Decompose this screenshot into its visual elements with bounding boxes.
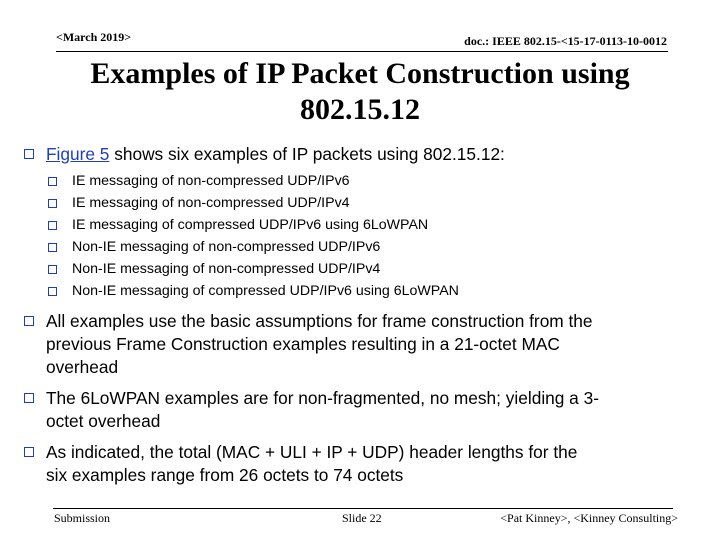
slide-title-line2: 802.15.12 — [300, 93, 420, 126]
list-item-text: Non-IE messaging of non-compressed UDP/IPv4 — [72, 261, 381, 277]
sub-bullet-list — [48, 170, 688, 302]
bullet-square-icon — [48, 221, 57, 230]
list-item — [48, 280, 688, 302]
bullet-square-icon — [24, 316, 34, 326]
bullet-square-icon — [24, 149, 34, 159]
list-item-text: IE messaging of non-compressed UDP/IPv6 — [72, 173, 350, 189]
bullet-square-icon — [48, 287, 57, 296]
bullet-line: As indicated, the total (MAC + ULI + IP + UDP) header lengths for the — [46, 442, 578, 462]
intro-rest: shows six examples of IP packets using 802.15.12: — [109, 144, 505, 164]
bullet-square-icon — [48, 177, 57, 186]
bullet-line: overhead — [46, 357, 119, 377]
bullet-square-icon — [48, 243, 57, 252]
header-date: <March 2019> — [56, 30, 132, 44]
list-item-text: Non-IE messaging of non-compressed UDP/IPv6 — [72, 239, 381, 255]
list-item — [48, 214, 688, 236]
bullet-square-icon — [24, 393, 34, 403]
list-item-text: IE messaging of compressed UDP/IPv6 using 6LoWPAN — [72, 217, 429, 233]
list-item-text: Non-IE messaging of compressed UDP/IPv6 using 6LoWPAN — [72, 283, 459, 299]
figure-5-link[interactable]: Figure 5 — [46, 144, 110, 164]
intro-text — [46, 143, 505, 166]
bullet-square-icon — [24, 447, 34, 457]
list-item — [48, 170, 688, 192]
bullet-header-lengths — [24, 441, 704, 487]
slide-title — [40, 56, 680, 128]
bullet-line: All examples use the basic assumptions for frame construction from the — [46, 311, 593, 331]
bullet-line: The 6LoWPAN examples are for non-fragmented, no mesh; yielding a 3- — [46, 388, 599, 408]
bullet-line: previous Frame Construction examples resulting in a 21-octet MAC — [46, 334, 560, 354]
header-rule — [56, 51, 668, 52]
bullet-line: six examples range from 26 octets to 74 octets — [46, 465, 404, 485]
list-item — [48, 258, 688, 280]
bullet-6lowpan — [24, 387, 704, 433]
bullet-square-icon — [48, 265, 57, 274]
bullet-square-icon — [48, 199, 57, 208]
intro-bullet — [24, 143, 704, 167]
list-item — [48, 236, 688, 258]
bullet-line: octet overhead — [46, 411, 161, 431]
footer-rule — [53, 508, 673, 509]
bullet-frame-assumptions — [24, 310, 704, 380]
header-doc-id: doc.: IEEE 802.15-<15-17-0113-10-0012 — [464, 34, 667, 48]
list-item — [48, 192, 688, 214]
slide-title-line1: Examples of IP Packet Construction using — [90, 57, 630, 90]
footer-slide-number: Slide 22 — [342, 511, 382, 525]
footer-submission: Submission — [54, 511, 111, 525]
list-item-text: IE messaging of non-compressed UDP/IPv4 — [72, 195, 350, 211]
footer-author: <Pat Kinney>, <Kinney Consulting> — [500, 511, 678, 525]
